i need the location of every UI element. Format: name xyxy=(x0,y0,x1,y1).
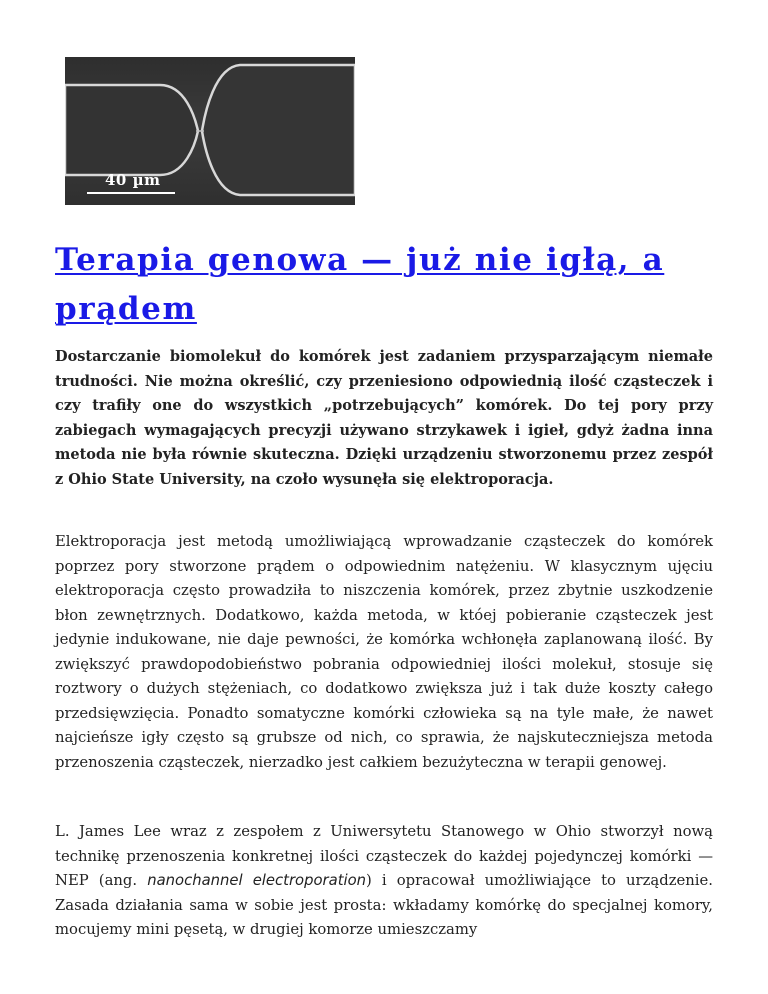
paragraph-2-italic-term: nanochannel electroporation xyxy=(147,872,367,889)
article-title[interactable]: Terapia genowa — już nie igłą, a prądem xyxy=(55,242,665,327)
article-paragraph-2 xyxy=(55,820,713,943)
paragraph-2-text-end: ) i opracował umożliwiające to urządzenie. Zasada działania sama w sobie jest prosta: wkładamy komórkę do specjalnej komory, mocujemy mini pęsetą, w drugiej komorze umieszczamy xyxy=(55,872,713,938)
paragraph-2-text-start: L. James Lee wraz z zespołem z Uniwersytetu Stanowego w Ohio stworzył nową technikę przenoszenia konkretnej ilości cząsteczek do każdej pojedynczej komórki — NEP (ang. xyxy=(55,823,713,889)
scale-bar xyxy=(87,192,175,194)
article-paragraph-1: Elektroporacja jest metodą umożliwiającą wprowadzanie cząsteczek do komórek poprzez pory stworzone prądem o odpowiednim natężeniu. W klasycznym ujęciu elektroporacja często prowadziła to niszczenia komórek, przez zbytnie uszkodzenie błon zewnętrznych. Dodatkowo, każda metoda, w któej pobieranie cząsteczek jest jedynie indukowane, nie daje pewności, że komórka wchłonęła zaplanowaną ilość. By zwiększyć prawdopodobieństwo pobrania odpowiedniej ilości molekuł, stosuje się roztwory o dużych stężeniach, co dodatkowo zwiększa już i tak duże koszty całego przedsięwzięcia. Ponadto somatyczne komórki człowieka są na tyle małe, że nawet najcieńsze igły często są grubsze od nich, co sprawia, że najskuteczniejsza metoda przenoszenia cząsteczek, nierzadko jest całkiem bezużyteczna w terapii genowej. xyxy=(55,533,713,771)
scale-label: 40 µm xyxy=(105,171,161,189)
article-lead: Dostarczanie biomolekuł do komórek jest zadaniem przysparzającym niemałe trudności. Nie można określić, czy przeniesiono odpowiednią ilość cząsteczek i czy trafiły one do wszystkich „potrzebujących” komórek. Do tej pory przy zabiegach wymagających precyzji używano strzykawek i igieł, gdyż żadna inna metoda nie była równie skuteczna. Dzięki urządzeniu stworzonemu przez zespół z Ohio State University, na czoło wysunęła się elektroporacja. xyxy=(55,348,713,488)
microscope-image xyxy=(65,57,355,205)
